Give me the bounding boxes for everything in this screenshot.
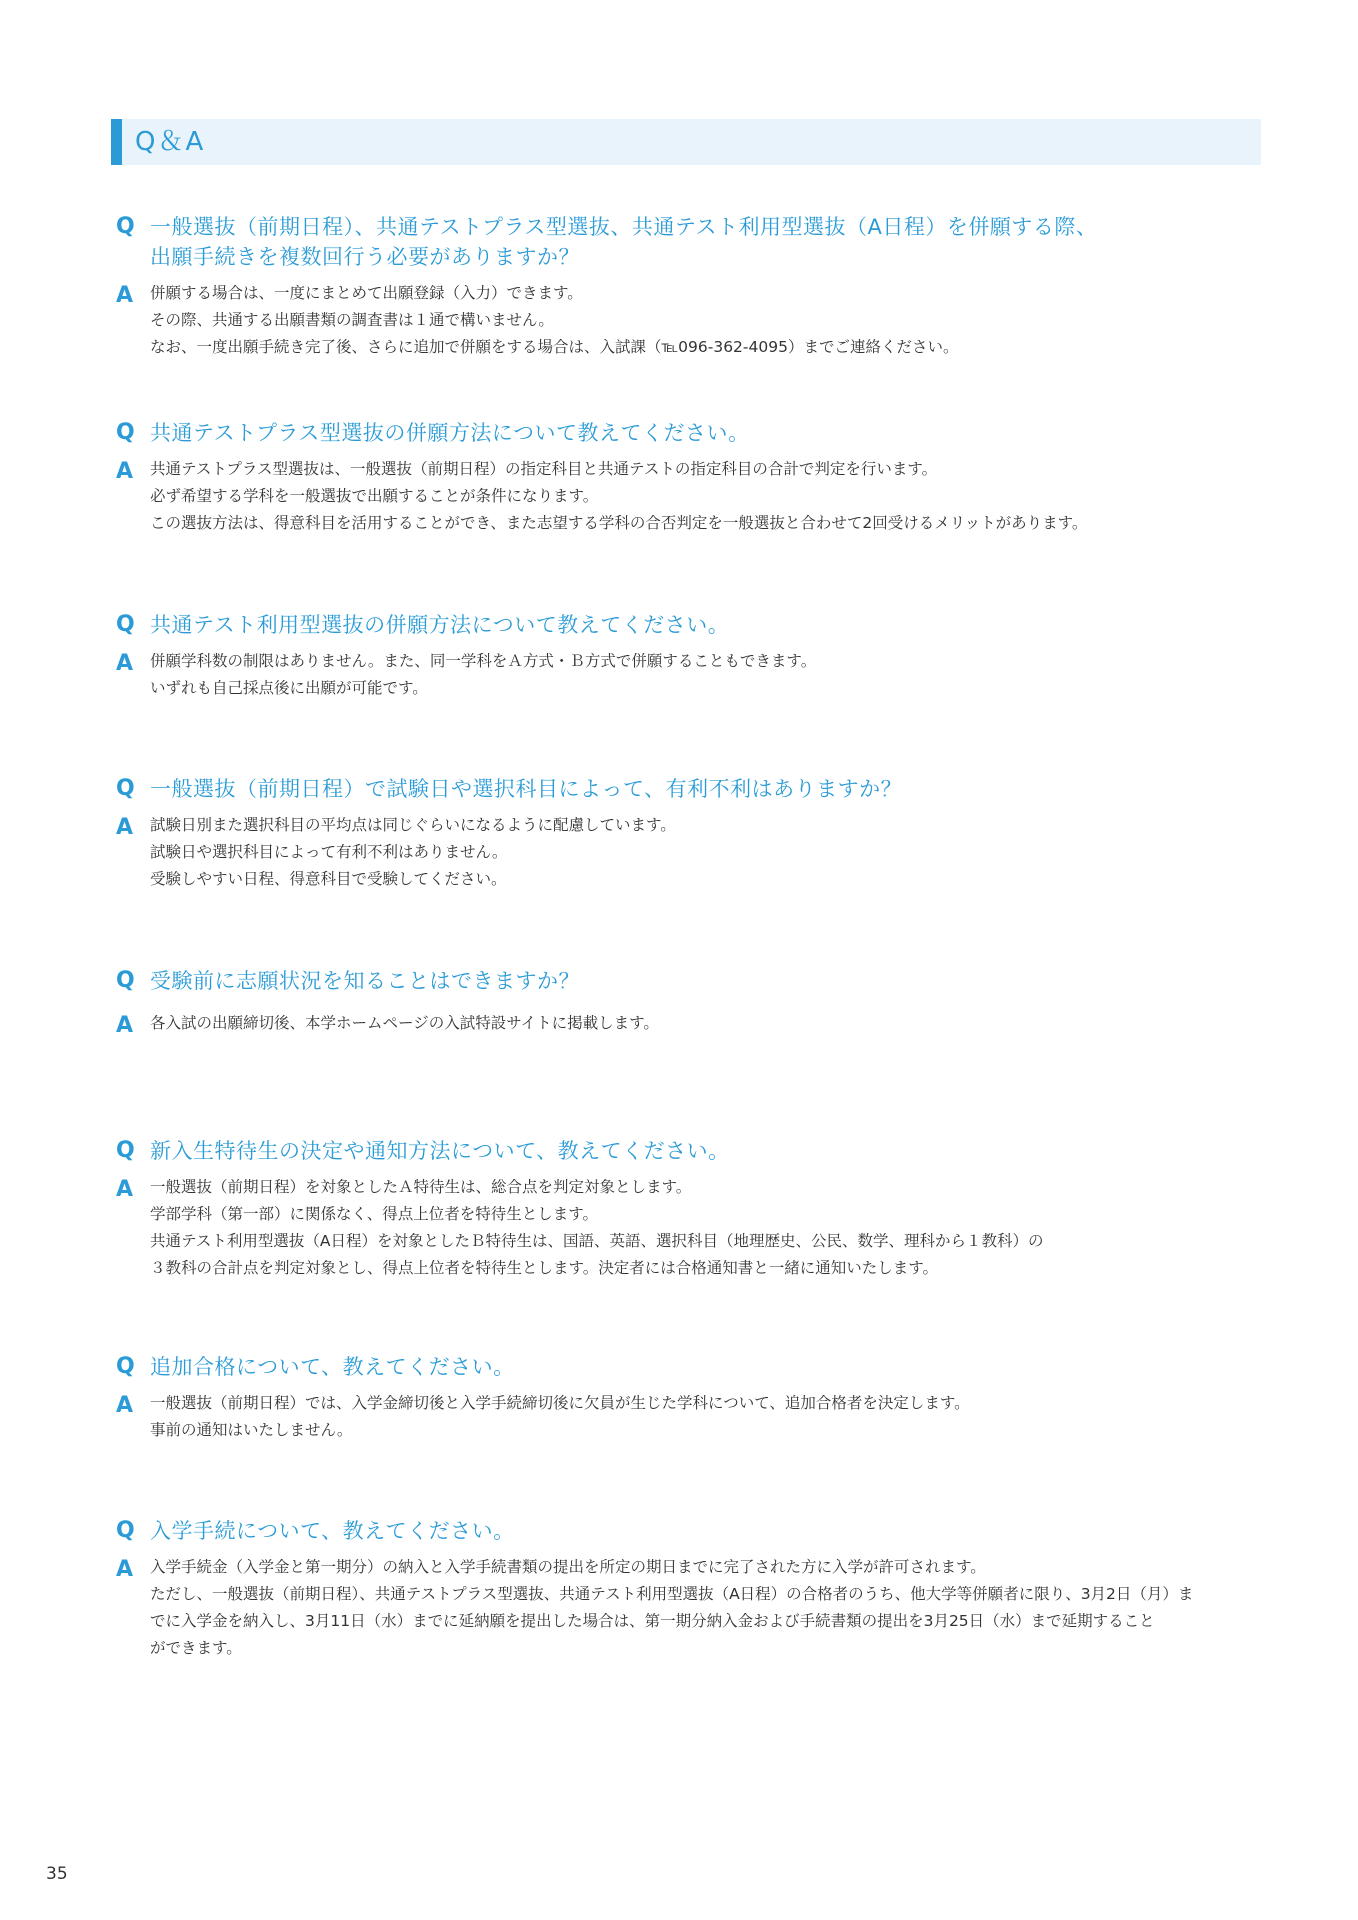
question — [114, 774, 1294, 804]
qa-item — [114, 1516, 1294, 1662]
question-mark: Q — [116, 420, 135, 445]
question-line: 一般選抜（前期日程）で試験日や選択科目によって、有利不利はありますか？ — [150, 777, 903, 801]
question — [114, 1516, 1294, 1546]
header-accent-bar — [111, 119, 122, 165]
answer-line: ができます。 — [150, 1639, 242, 1657]
answer — [114, 812, 1294, 893]
answer-line: 学部学科（第一部）に関係なく、得点上位者を特待生とします。 — [150, 1205, 598, 1223]
answer — [114, 648, 1294, 702]
answer-mark: A — [116, 1013, 134, 1038]
answer-line: なお、一度出願手続き完了後、さらに追加で併願をする場合は、入試課（℡096-362-4095）までご連絡ください。 — [150, 338, 959, 356]
section-header — [111, 119, 1261, 165]
answer-line: 入学手続金（入学金と第一期分）の納入と入学手続書類の提出を所定の期日までに完了された方に入学が許可されます。 — [150, 1558, 986, 1576]
answer-line: 事前の通知はいたしません。 — [150, 1421, 353, 1439]
answer — [114, 1390, 1294, 1444]
question-mark: Q — [116, 1354, 135, 1379]
qa-item — [114, 418, 1294, 537]
answer-mark: A — [116, 459, 134, 484]
answer-line: 必ず希望する学科を一般選抜で出願することが条件になります。 — [150, 487, 599, 505]
question — [114, 610, 1294, 640]
question-line: 出願手続きを複数回行う必要がありますか？ — [150, 245, 580, 269]
answer-line: 試験日別また選択科目の平均点は同じぐらいになるように配慮しています。 — [150, 816, 676, 834]
question-mark: Q — [116, 1138, 135, 1163]
answer-mark: A — [116, 651, 134, 676]
answer-mark: A — [116, 283, 134, 308]
question-mark: Q — [116, 1518, 135, 1543]
question-line: 追加合格について、教えてください。 — [150, 1355, 515, 1379]
answer-mark: A — [116, 1557, 134, 1582]
question-mark: Q — [116, 214, 135, 239]
answer-line: 試験日や選択科目によって有利不利はありません。 — [150, 843, 508, 861]
question-mark: Q — [116, 612, 135, 637]
answer — [114, 280, 1294, 361]
answer-line: ただし、一般選抜（前期日程）、共通テストプラス型選抜、共通テスト利用型選抜（A日程）の合格者のうち、他大学等併願者に限り、3月2日（月）ま — [150, 1585, 1194, 1603]
answer-line: 各入試の出願締切後、本学ホームページの入試特設サイトに掲載します。 — [150, 1014, 659, 1032]
qa-item — [114, 1136, 1294, 1282]
answer-line: 併願学科数の制限はありません。また、同一学科をＡ方式・Ｂ方式で併願することもできます。 — [150, 652, 817, 670]
question-mark: Q — [116, 968, 135, 993]
answer — [114, 1554, 1294, 1662]
answer-line: 受験しやすい日程、得意科目で受験してください。 — [150, 870, 507, 888]
answer-line: いずれも自己採点後に出願が可能です。 — [150, 679, 428, 697]
answer-mark: A — [116, 815, 134, 840]
answer-line: 併願する場合は、一度にまとめて出願登録（入力）できます。 — [150, 284, 583, 302]
answer-line: その際、共通する出願書類の調査書は１通で構いません。 — [150, 311, 554, 329]
question-line: 新入生特待生の決定や通知方法について、教えてください。 — [150, 1139, 730, 1163]
answer — [114, 1010, 1294, 1037]
answer-mark: A — [116, 1177, 134, 1202]
answer-mark: A — [116, 1393, 134, 1418]
page-number: 35 — [46, 1864, 68, 1884]
answer — [114, 456, 1294, 537]
answer-line: 共通テストプラス型選抜は、一般選抜（前期日程）の指定科目と共通テストの指定科目の合計で判定を行います。 — [150, 460, 938, 478]
answer-line: この選抜方法は、得意科目を活用することができ、また志望する学科の合否判定を一般選抜と合わせて2回受けるメリットがあります。 — [150, 514, 1088, 532]
qa-item — [114, 212, 1294, 361]
question-line: 受験前に志願状況を知ることはできますか？ — [150, 969, 580, 993]
answer-line: 共通テスト利用型選抜（A日程）を対象としたＢ特待生は、国語、英語、選択科目（地理歴史、公民、数学、理科から１教科）の — [150, 1232, 1044, 1250]
question — [114, 1136, 1294, 1166]
qa-item — [114, 966, 1294, 1037]
question — [114, 1352, 1294, 1382]
question-line: 入学手続について、教えてください。 — [150, 1519, 515, 1543]
question — [114, 966, 1294, 996]
question-line: 共通テスト利用型選抜の併願方法について教えてください。 — [150, 613, 730, 637]
qa-item — [114, 610, 1294, 702]
question-line: 共通テストプラス型選抜の併願方法について教えてください。 — [150, 421, 750, 445]
qa-item — [114, 774, 1294, 893]
answer-line: 一般選抜（前期日程）では、入学金締切後と入学手続締切後に欠員が生じた学科について、追加合格者を決定します。 — [150, 1394, 970, 1412]
answer-line: ３教科の合計点を判定対象とし、得点上位者を特待生とします。決定者には合格通知書と一緒に通知いたします。 — [150, 1259, 939, 1277]
answer — [114, 1174, 1294, 1282]
qa-item — [114, 1352, 1294, 1444]
question — [114, 212, 1294, 272]
answer-line: 一般選抜（前期日程）を対象としたＡ特待生は、総合点を判定対象とします。 — [150, 1178, 692, 1196]
section-title: Q＆A — [135, 127, 206, 157]
question-mark: Q — [116, 776, 135, 801]
question-line: 一般選抜（前期日程）、共通テストプラス型選抜、共通テスト利用型選抜（A日程）を併願する際、 — [150, 215, 1098, 239]
answer-line: でに入学金を納入し、3月11日（水）までに延納願を提出した場合は、第一期分納入金および手続書類の提出を3月25日（水）まで延期すること — [150, 1612, 1155, 1630]
question — [114, 418, 1294, 448]
